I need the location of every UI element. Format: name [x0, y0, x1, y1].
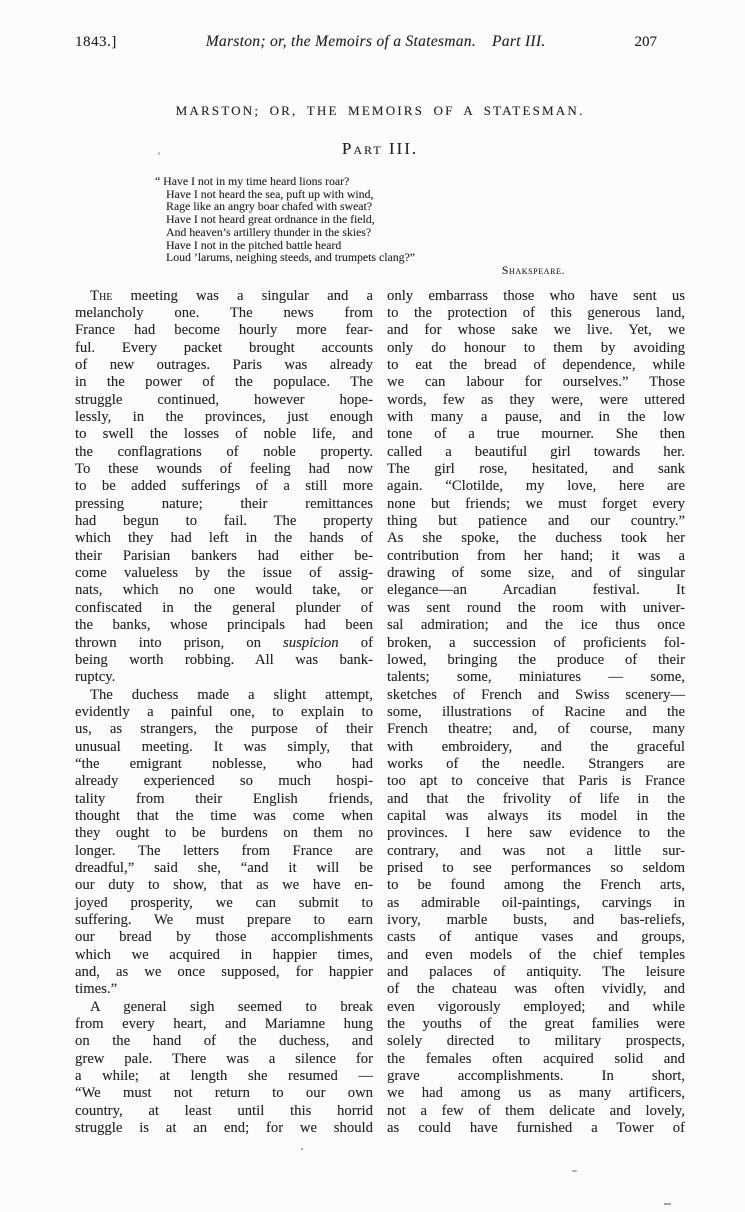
text-line: times.” — [75, 981, 118, 998]
text-line: To these wounds of feeling had now — [75, 461, 373, 478]
text-line: sketches of French and Swiss scenery— — [387, 686, 685, 703]
text-line: already experienced so much hospi- — [75, 773, 373, 790]
epigraph — [155, 175, 685, 278]
text-line: tone of a true mourner. She then — [387, 426, 685, 443]
text-line: to swell the losses of noble life, and — [75, 426, 373, 443]
text-line: and that the frivolity of life in the — [387, 790, 685, 807]
text-line: we can labour for ourselves.” Those — [387, 374, 685, 391]
text-line: French theatre; and, of course, many — [387, 721, 685, 738]
text-line: and palaces of antiquity. The leisure — [387, 964, 685, 981]
text-line: some, illustrations of Racine and the — [387, 703, 685, 720]
text-line: thing but patience and our country.” — [387, 513, 685, 530]
header-page-number: 207 — [634, 34, 657, 50]
text-line: country, at least until this horrid — [75, 1102, 373, 1119]
text-line: the females often acquired solid and — [387, 1050, 685, 1067]
text-line: the conflagrations of noble property. — [75, 443, 373, 460]
text-line: The meeting was a singular and a — [90, 287, 373, 304]
header-year: 1843.] — [75, 34, 117, 50]
text-line: again. “Clotilde, my love, here are — [387, 478, 685, 495]
text-line: broken, a succession of proficients fol- — [387, 634, 685, 651]
article-title: MARSTON; OR, THE MEMOIRS OF A STATESMAN. — [175, 103, 585, 118]
text-line: our duty to show, that as we have en- — [75, 877, 373, 894]
text-line: thought that the time was come when — [75, 807, 373, 824]
epigraph-line: Have I not heard great ordnance in the field, — [166, 212, 375, 227]
running-header — [75, 0, 685, 51]
text-line: melancholy one. The news from — [75, 304, 373, 321]
text-line: longer. The letters from France are — [75, 842, 373, 859]
text-line: to be added sufferings of a still more — [75, 478, 373, 495]
text-line: a while; at length she resumed — — [75, 1068, 373, 1085]
text-line: on the hand of the duchess, and — [75, 1033, 373, 1050]
text-line: to be found among the French arts, — [387, 877, 685, 894]
epigraph-attribution: Shakspeare. — [501, 263, 565, 277]
epigraph-lines — [155, 175, 685, 264]
text-line: struggle is at an end; for we should — [75, 1120, 373, 1137]
text-line: to eat the bread of dependence, while — [387, 357, 685, 373]
text-line: was sent round the room with univer- — [387, 599, 685, 616]
text-line: casts of antique vases and groups, — [387, 929, 685, 946]
text-line: from every heart, and Mariamne hung — [75, 1016, 373, 1033]
epigraph-line: Have I not in the pitched battle heard — [166, 237, 342, 252]
text-line: France had become hourly more fear- — [75, 322, 373, 339]
text-line: ivory, marble busts, and bas-reliefs, — [387, 912, 685, 928]
text-line: and for whose sake we live. Yet, we — [387, 322, 685, 339]
text-line: The girl rose, hesitated, and sank — [387, 461, 685, 478]
text-line: the youths of the great families were — [387, 1016, 685, 1033]
scan-speck — [572, 1170, 577, 1172]
text-line: they ought to be burdens on them no — [75, 825, 373, 842]
text-line: had begun to fail. The property — [75, 513, 373, 530]
text-line: none but friends; we must forget every — [387, 495, 685, 512]
text-line: thrown into prison, on suspicion of — [75, 634, 373, 651]
text-line: their Parisian bankers had either be- — [75, 547, 373, 564]
text-line: drawing of some size, and of singular — [387, 565, 685, 582]
text-line: too apt to conceive that Paris is France — [387, 773, 685, 790]
text-line: struggle continued, however hope- — [75, 391, 373, 408]
text-line: suffering. We must prepare to earn — [75, 912, 373, 928]
text-line: our bread by those accomplishments — [75, 929, 373, 946]
body-columns — [75, 288, 685, 1138]
text-line: even vigorously employed; and while — [387, 998, 685, 1015]
text-line: which they had left in the hands of — [75, 530, 373, 547]
text-line: “We must not return to our own — [75, 1085, 373, 1102]
text-line: contrary, and was not a little sur- — [387, 842, 685, 859]
text-line: ful. Every packet brought accounts — [75, 339, 373, 356]
text-line: as could have furnished a Tower of — [387, 1120, 685, 1137]
text-line: come valueless by the issue of assig- — [75, 565, 373, 582]
text-line: pressing nature; their remittances — [75, 495, 373, 512]
text-line: A general sigh seemed to break — [90, 998, 373, 1015]
header-title-text: Marston; or, the Memoirs of a Statesman. — [205, 33, 477, 50]
header-running-title — [117, 33, 635, 51]
epigraph-line: “ Have I not in my time heard lions roar? — [155, 174, 350, 188]
article-part-heading: Part III. — [341, 139, 419, 158]
text-line: capital was always its model in the — [387, 807, 685, 824]
text-line: The duchess made a slight attempt, — [90, 686, 373, 703]
text-line: only embarrass those who have sent us — [387, 287, 685, 304]
text-line: not a few of them delicate and lovely, — [387, 1102, 685, 1119]
scan-speck — [664, 1203, 671, 1205]
text-line: us, as strangers, the purpose of their — [75, 721, 373, 738]
scan-speck — [158, 152, 160, 155]
text-line: tality from their English friends, — [75, 790, 373, 807]
text-line: dreadful,” said she, “and it will be — [75, 859, 373, 876]
text-line: to the protection of this generous land, — [387, 304, 685, 321]
text-line: only do honour to them by avoiding — [387, 339, 685, 356]
text-line: ruptcy. — [75, 669, 116, 686]
text-line: lowed, bringing the produce of their — [387, 651, 685, 668]
epigraph-line: And heaven’s artillery thunder in the skies? — [166, 224, 372, 239]
text-line: confiscated in the general plunder of — [75, 599, 373, 616]
column-right — [387, 288, 685, 1138]
text-line: in the power of the populace. The — [75, 374, 373, 391]
text-line: called a beautiful girl towards her. — [387, 443, 685, 460]
scan-speck — [301, 1148, 303, 1150]
text-line: and, as we once supposed, for happier — [75, 964, 373, 981]
text-line: being worth robbing. All was bank- — [75, 651, 373, 668]
text-line: elegance—an Arcadian festival. It — [387, 582, 685, 599]
text-line: solely directed to military prospects, — [387, 1033, 685, 1050]
text-line: with many a pause, and in the low — [387, 409, 685, 426]
text-line: works of the needle. Strangers are — [387, 755, 685, 772]
text-line: of the chateau was often vividly, and — [387, 981, 685, 998]
text-line: “the emigrant noblesse, who had — [75, 755, 373, 772]
text-line: joyed prosperity, we can submit to — [75, 894, 373, 911]
text-line: the banks, whose principals had been — [75, 617, 373, 634]
text-line: as admirable oil-paintings, carvings in — [387, 894, 685, 911]
text-line: and even models of the chief temples — [387, 946, 685, 963]
text-line: As she spoke, the duchess took her — [387, 530, 685, 547]
text-line: which we acquired in happier times, — [75, 946, 373, 963]
text-line: grave accomplishments. In short, — [387, 1068, 685, 1085]
text-line: prised to see performances so seldom — [387, 859, 685, 876]
epigraph-line: Have I not heard the sea, puft up with wind, — [166, 186, 374, 201]
epigraph-line: Loud ’larums, neighing steeds, and trumpets clang?” — [166, 250, 415, 265]
text-line: lessly, in the provinces, just enough — [75, 409, 373, 426]
text-line: grew pale. There was a silence for — [75, 1050, 373, 1067]
text-line: unusual meeting. It was simply, that — [75, 738, 373, 755]
header-part-text: Part III. — [492, 33, 546, 50]
text-line: provinces. I here saw evidence to the — [387, 825, 685, 842]
text-line: with embroidery, and the graceful — [387, 738, 685, 755]
text-line: talents; some, miniatures — some, — [387, 669, 685, 686]
column-left — [75, 288, 373, 1138]
epigraph-line: Rage like an angry boar chafed with sweat? — [166, 199, 373, 214]
text-line: we had among us as many artificers, — [387, 1085, 685, 1102]
text-line: evidently a painful one, to explain to — [75, 703, 373, 720]
text-line: contribution from her hand; it was a — [387, 547, 685, 564]
text-line: nats, which no one would take, or — [75, 582, 373, 599]
text-line: words, few as they were, were uttered — [387, 391, 685, 408]
text-line: sal admiration; and the ice thus once — [387, 617, 685, 634]
text-line: of new outrages. Paris was already — [75, 357, 373, 373]
